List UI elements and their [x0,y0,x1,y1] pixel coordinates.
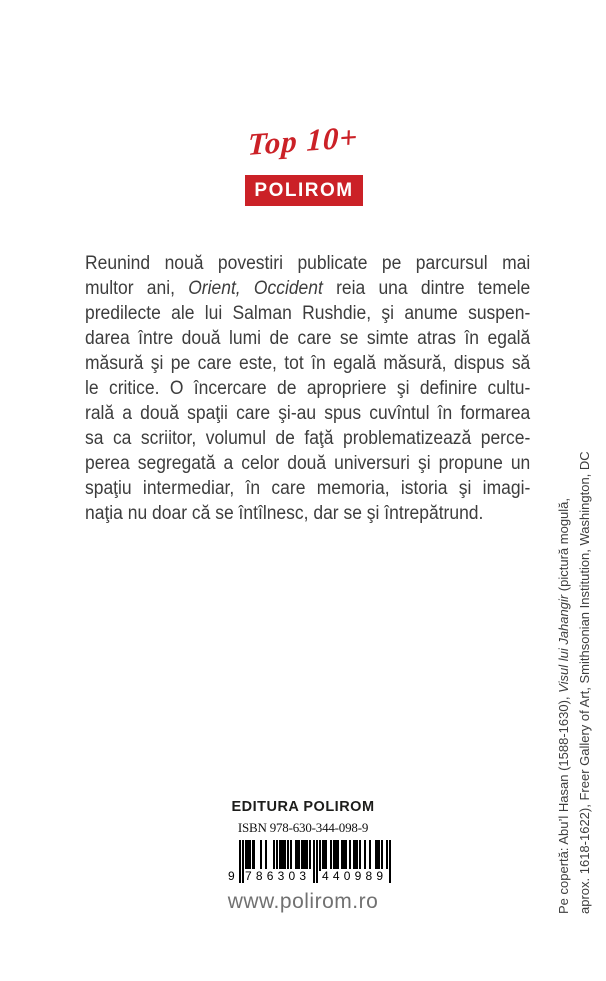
description-segment: multor ani, [85,278,189,299]
barcode-digits-left: 786303 [245,869,311,883]
cover-credit [553,418,595,914]
polirom-logo [245,175,363,206]
credit-segment: (pictură mogulă, [556,497,571,595]
description-line: perea segregată a celor două universuri şi propune un [85,453,531,474]
imprint-name: EDITURA POLIROM [231,799,375,815]
description-line: darea între două lumi de care se simte atras în egală [85,328,531,349]
polirom-logo-text: POLIROM [254,179,354,201]
barcode-digits-right: 440989 [322,869,388,883]
credit-segment: Pe copertă: Abu’l Hasan (1588-1630), [556,692,571,914]
book-description [85,251,530,526]
top10-badge: Top 10+ [247,119,359,162]
description-line: sa ca scriitor, volumul de faţă problematizează perce- [85,428,531,449]
description-line: naţia nu doar că se întîlnesc, dar se şi întrepătrund. [85,503,484,524]
cover-credit-line [553,418,574,914]
description-line: le critice. O încercare de apropriere şi definire cultu- [85,378,531,399]
description-line [85,276,530,301]
description-line: măsură şi pe care este, tot în egală măsură, dispus să [85,353,531,374]
description-segment: reia una dintre temele [322,278,531,299]
description-line: Reunind nouă povestiri publicate pe parcursul mai [85,253,531,274]
book-title-italic: Orient, Occident [188,278,323,299]
description-line: predilecte ale lui Salman Rushdie, şi anume suspen- [85,303,531,324]
artwork-title-italic: Visul lui Jahangir [556,594,571,693]
description-line: rală a două spaţii care şi-au spus cuvîntul în formarea [85,403,531,424]
isbn-barcode [228,840,391,883]
cover-credit-line: aprox. 1618-1622), Freer Gallery of Art, Smithsonian Institution, Washington, DC [577,451,592,914]
barcode-digit-lead: 9 [228,869,235,883]
website-url: www.polirom.ro [227,890,379,913]
isbn-text: ISBN 978-630-344-098-9 [237,820,369,835]
description-line: spaţiu intermediar, în care memoria, istoria şi imagi- [85,478,531,499]
